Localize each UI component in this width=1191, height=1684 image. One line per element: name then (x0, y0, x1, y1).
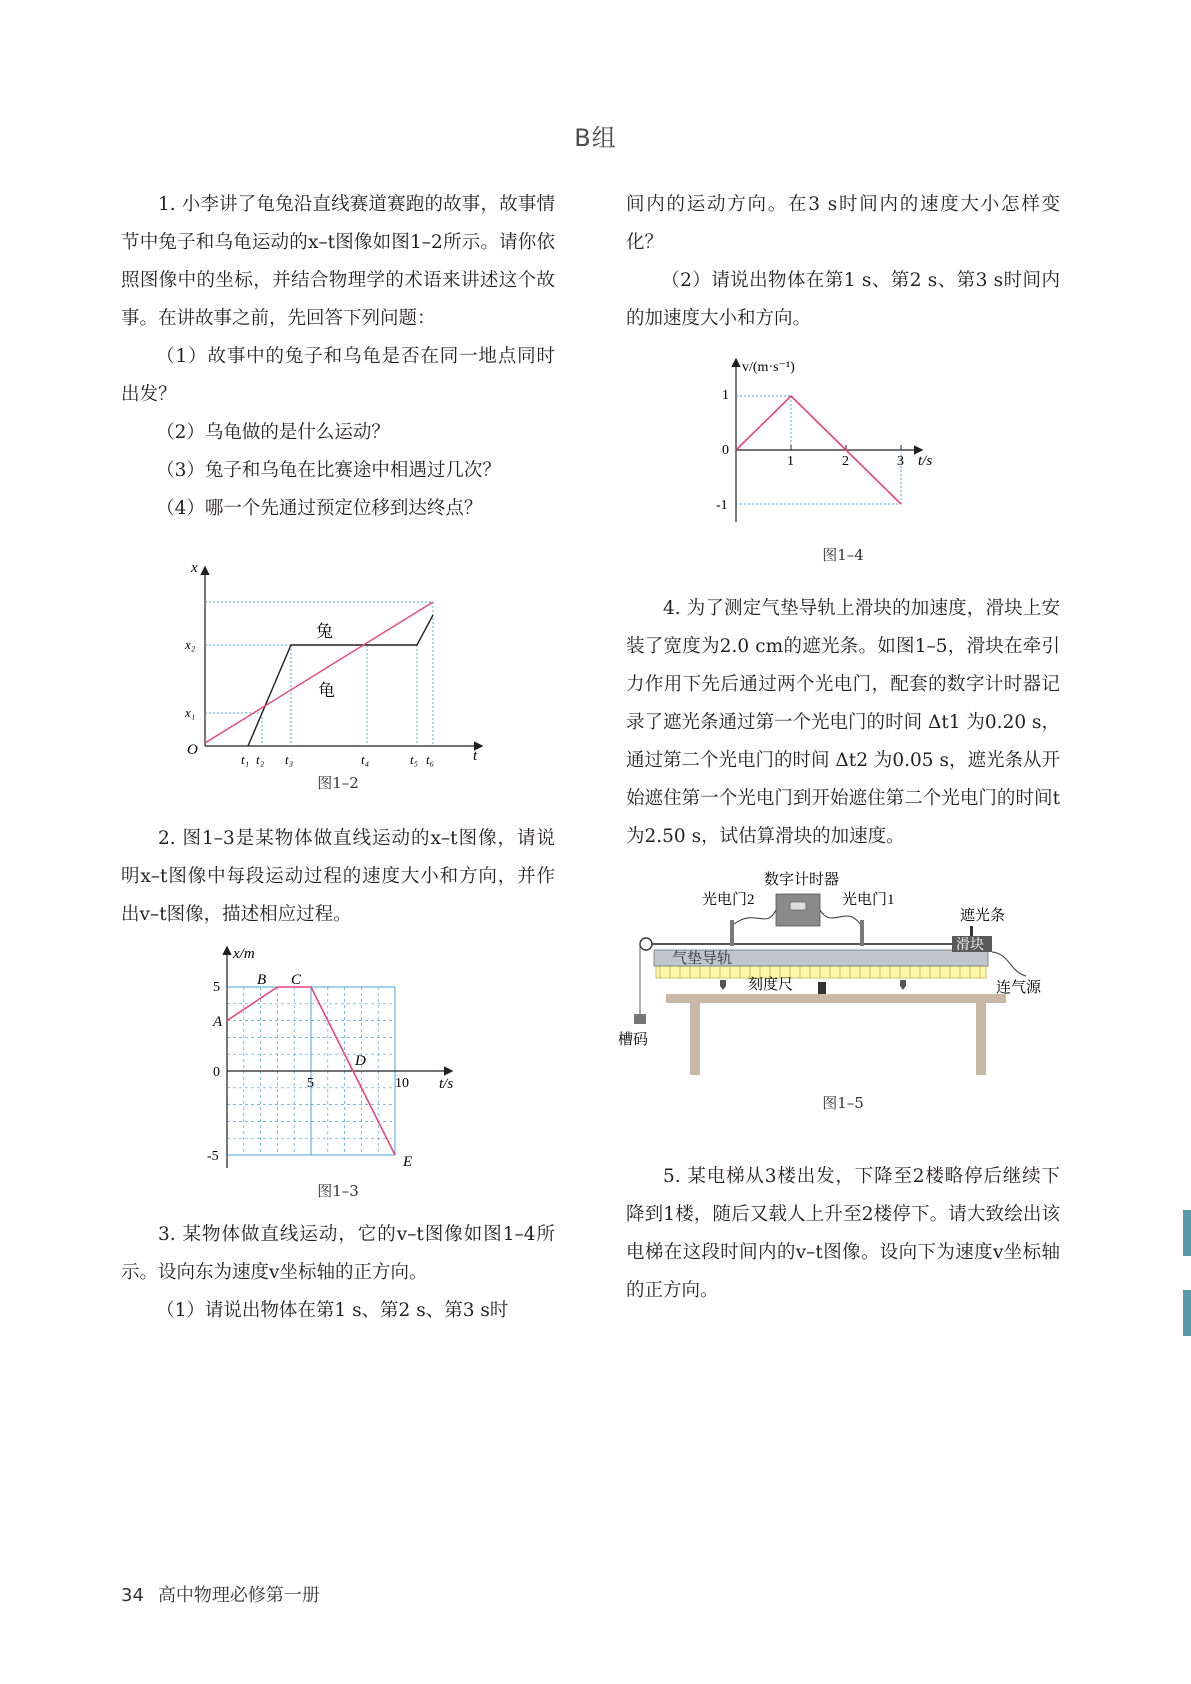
question-2: 2. 图1–3是某物体做直线运动的x–t图像，请说明x–t图像中每段运动过程的速度大小和方向，并作出v–t图像，描述相应过程。 (121, 828, 555, 925)
table-leg-left (690, 1003, 700, 1075)
right-column (618, 186, 1060, 1310)
x-tick-t4: t₄ (361, 752, 370, 767)
page-edge-tab (1183, 1290, 1191, 1336)
label-timer: 数字计时器 (764, 872, 840, 888)
y-tick-minus-1: -1 (716, 498, 728, 513)
pulley (640, 938, 652, 950)
scale-ruler (656, 966, 986, 978)
rabbit-label: 兔 (316, 622, 333, 641)
y-tick-1: 1 (722, 388, 729, 403)
point-label-a: A (213, 1014, 223, 1030)
figure-1-4-caption: 图1–4 (822, 546, 864, 564)
question-3-part-1-continued: 间内的运动方向。在3 s时间内的速度大小怎样变化？ (626, 194, 1060, 253)
figure-1-3 (121, 940, 555, 1210)
figure-1-5-caption: 图1–5 (822, 1094, 864, 1112)
rabbit-line (248, 615, 433, 746)
label-weight: 槽码 (618, 1032, 649, 1048)
label-track: 气垫导轨 (672, 951, 733, 967)
tortoise-label: 龟 (318, 681, 335, 700)
left-column (121, 186, 555, 1330)
track-foot (818, 982, 826, 994)
y-tick-0: 0 (213, 1065, 220, 1080)
y-axis-label: v/(m·s⁻¹) (742, 360, 795, 375)
page-footer (121, 1581, 320, 1607)
y-axis-label: x (191, 560, 198, 576)
y-tick-0: 0 (722, 443, 729, 458)
x-axis-label: t/s (918, 453, 933, 469)
figure-1-2-graph (121, 546, 555, 776)
x-tick-2: 2 (842, 454, 849, 469)
label-slider: 滑块 (956, 938, 984, 953)
question-1-part-2: （2）乌龟做的是什么运动？ (156, 422, 390, 443)
question-3-part-2: （2）请说出物体在第1 s、第2 s、第3 s时间内的加速度大小和方向。 (626, 270, 1060, 329)
y-tick-5: 5 (213, 980, 220, 995)
gate-2-post (730, 920, 734, 946)
label-shade: 遮光条 (960, 908, 1006, 924)
figure-1-2 (121, 546, 555, 806)
point-label-e: E (403, 1154, 413, 1170)
figure-1-2-caption: 图1–2 (317, 774, 359, 792)
figure-1-5 (618, 864, 1060, 1154)
x-tick-t2: t₂ (256, 752, 265, 767)
figure-1-4 (626, 354, 1060, 576)
question-1-intro: 1. 小李讲了龟兔沿直线赛道赛跑的故事，故事情节中兔子和乌龟运动的x–t图像如图1–2所示。请你依照图像中的坐标，并结合物理学的术语来讲述这个故事。在讲故事之前，先回答下列问题： (121, 194, 555, 329)
question-4: 4. 为了测定气垫导轨上滑块的加速度，滑块上安装了宽度为2.0 cm的遮光条。如图1–5，滑块在牵引力作用下先后通过两个光电门，配套的数字计时器记录了遮光条通过第一个光电门的时间 Δt1 为0.20 s，通过第二个光电门的时间 Δt2 为0.05 s，遮光条从开始遮住第一个光电门到开始遮住第二个光电门的时间t为2.50 s，试估算滑块的加速度。 (626, 598, 1060, 847)
point-label-d: D (355, 1053, 366, 1069)
question-1-part-3: （3）兔子和乌龟在比赛途中相遇过几次？ (156, 460, 501, 481)
track-support (720, 980, 726, 990)
table-leg-right (976, 1003, 986, 1075)
question-3-intro: 3. 某物体做直线运动，它的v–t图像如图1–4所示。设向东为速度v坐标轴的正方向。 (121, 1224, 555, 1283)
book-title: 高中物理必修第一册 (157, 1585, 320, 1606)
gate-1-cable (820, 910, 860, 924)
y-tick-minus-5: -5 (207, 1149, 219, 1164)
x-axis-label: t (473, 748, 478, 764)
x-tick-3: 3 (897, 454, 904, 469)
label-scale: 刻度尺 (748, 977, 794, 993)
timer-display (790, 902, 806, 910)
y-tick-x2: x₂ (185, 637, 196, 652)
page-edge-tab (1183, 1210, 1191, 1256)
figure-1-5-apparatus (606, 864, 1066, 1114)
hanging-weight (634, 1014, 646, 1024)
x-tick-10: 10 (395, 1076, 409, 1091)
figure-1-3-caption: 图1–3 (317, 1182, 359, 1200)
figure-1-4-graph (626, 354, 1060, 544)
label-gate-2: 光电门2 (702, 892, 755, 908)
x-tick-t6: t₆ (426, 752, 435, 767)
question-3-part-1-start: （1）请说出物体在第1 s、第2 s、第3 s时 (156, 1300, 509, 1321)
point-label-b: B (257, 972, 267, 988)
section-heading: B组 (574, 124, 617, 152)
x-tick-t5: t₅ (410, 752, 419, 767)
x-tick-1: 1 (787, 454, 794, 469)
page-number: 34 (121, 1585, 144, 1606)
question-1-part-4: （4）哪一个先通过预定位移到达终点？ (156, 498, 483, 519)
label-gate-1: 光电门1 (842, 892, 895, 908)
label-air-source: 连气源 (996, 980, 1042, 996)
gate-1-post (860, 920, 864, 946)
air-hose (992, 952, 1026, 976)
question-5: 5. 某电梯从3楼出发，下降至2楼略停后继续下降到1楼，随后又载人上升至2楼停下。请大致绘出该电梯在这段时间内的v–t图像。设向下为速度v坐标轴的正方向。 (626, 1166, 1060, 1301)
shade-strip (970, 926, 973, 936)
table-top (666, 994, 1006, 1003)
point-label-c: C (291, 972, 302, 988)
x-axis-label: t/s (439, 1076, 454, 1092)
y-axis-label: x/m (233, 946, 255, 962)
x-tick-t1: t₁ (241, 752, 250, 767)
figure-1-3-graph (121, 940, 555, 1180)
x-tick-5: 5 (307, 1076, 314, 1091)
origin-label: O (187, 742, 198, 758)
gate-2-cable (734, 910, 776, 924)
question-1-part-1: （1）故事中的兔子和乌龟是否在同一地点同时出发？ (121, 346, 555, 405)
x-tick-t3: t₃ (285, 752, 294, 767)
y-tick-x1: x₁ (185, 705, 196, 720)
track-support (900, 980, 906, 990)
